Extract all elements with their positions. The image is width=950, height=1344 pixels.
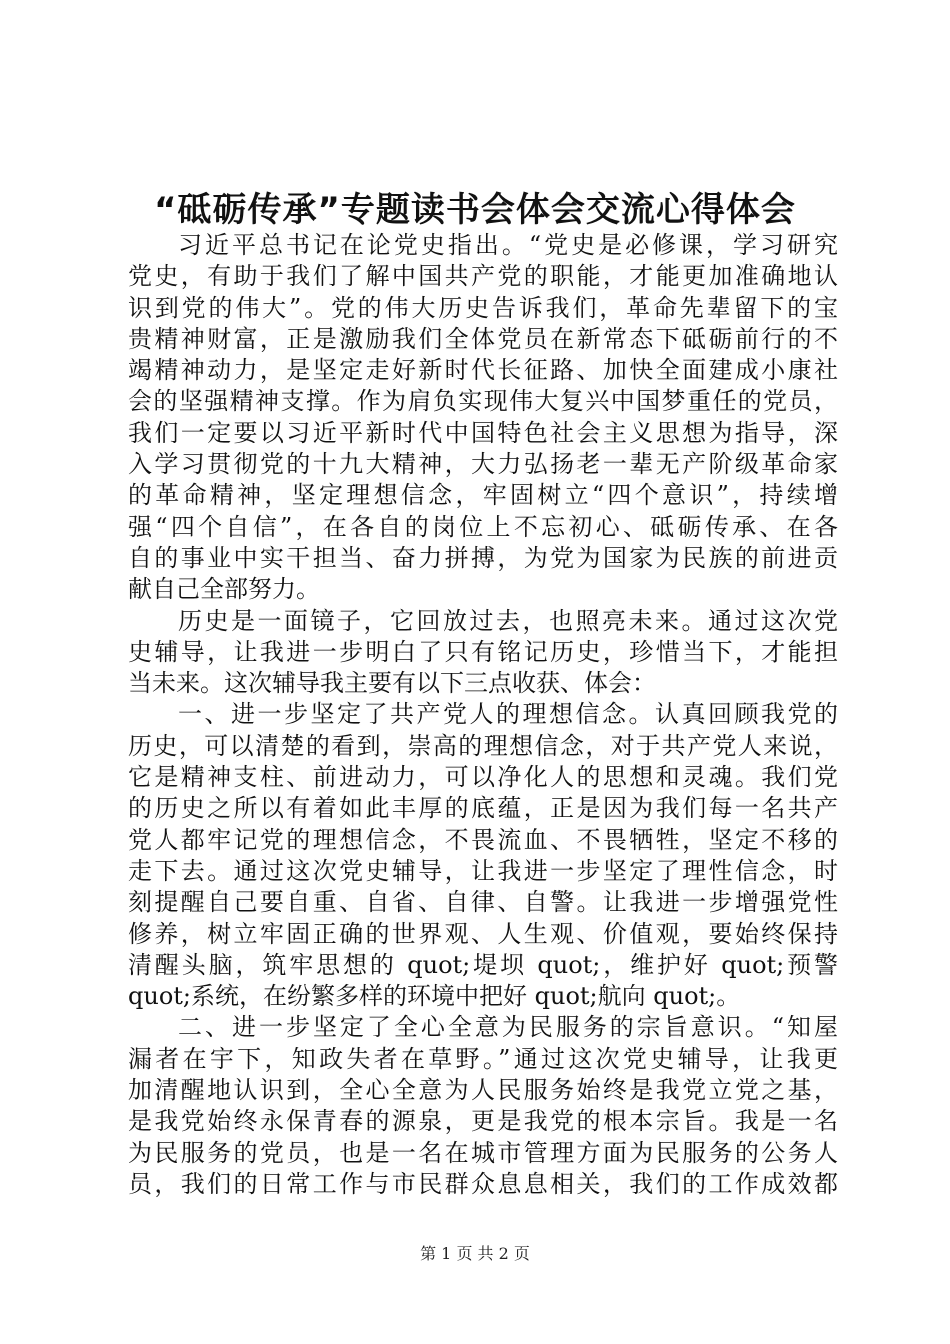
- document-body: [128, 230, 838, 1200]
- page-footer: 第 1 页 共 2 页: [420, 1244, 530, 1263]
- text-line: 员，我们的日常工作与市民群众息息相关，我们的工作成效都: [128, 1169, 838, 1198]
- text-line: 历史，可以清楚的看到，崇高的理想信念，对于共产党人来说，: [128, 731, 838, 760]
- text-line: 我们一定要以习近平新时代中国特色社会主义思想为指导，深: [128, 418, 838, 447]
- paragraph-3: [128, 699, 838, 1012]
- text-line: 会的坚强精神支撑。作为肩负实现伟大复兴中国梦重任的党员，: [128, 387, 838, 416]
- paragraph-2: [128, 606, 838, 700]
- text-line: quot;系统，在纷繁多样的环境中把好 quot;航向 quot;。: [128, 982, 741, 1011]
- text-line: 历史是一面镜子，它回放过去，也照亮未来。通过这次党: [178, 606, 838, 635]
- text-line: 当未来。这次辅导我主要有以下三点收获、体会：: [128, 669, 656, 698]
- document-title: “砥砺传承”专题读书会体会交流心得体会: [154, 190, 796, 230]
- text-line: 入学习贯彻党的十九大精神，大力弘扬老一辈无产阶级革命家: [128, 450, 838, 479]
- text-line: 的革命精神，坚定理想信念，牢固树立“四个意识”，持续增: [128, 481, 838, 510]
- text-line: 献自己全部努力。: [128, 575, 320, 604]
- text-line: 竭精神动力，是坚定走好新时代长征路、加快全面建成小康社: [128, 356, 838, 385]
- text-line: 二、进一步坚定了全心全意为民服务的宗旨意识。“知屋: [178, 1013, 838, 1042]
- text-line: 清醒头脑，筑牢思想的 quot;堤坝 quot;，维护好 quot;预警: [128, 950, 838, 979]
- paragraph-4: [128, 1012, 838, 1200]
- text-line: 为民服务的党员，也是一名在城市管理方面为民服务的公务人: [128, 1138, 838, 1167]
- text-line: 走下去。通过这次党史辅导，让我进一步坚定了理性信念，时: [128, 856, 838, 885]
- text-line: 识到党的伟大”。党的伟大历史告诉我们，革命先辈留下的宝: [128, 293, 838, 322]
- text-line: 是我党始终永保青春的源泉，更是我党的根本宗旨。我是一名: [128, 1107, 838, 1136]
- text-line: 刻提醒自己要自重、自省、自律、自警。让我进一步增强党性: [128, 888, 838, 917]
- text-line: 修养，树立牢固正确的世界观、人生观、价值观，要始终保持: [128, 919, 838, 948]
- text-line: 党人都牢记党的理想信念，不畏流血、不畏牺牲，坚定不移的: [128, 825, 838, 854]
- text-line: 的历史之所以有着如此丰厚的底蕴，正是因为我们每一名共产: [128, 794, 838, 823]
- text-line: 强“四个自信”，在各自的岗位上不忘初心、砥砺传承、在各: [128, 512, 838, 541]
- text-line: 漏者在宇下，知政失者在草野。”通过这次党史辅导，让我更: [128, 1044, 838, 1073]
- text-line: 它是精神支柱、前进动力，可以净化人的思想和灵魂。我们党: [128, 763, 838, 792]
- text-line: 自的事业中实干担当、奋力拼搏，为党为国家为民族的前进贡: [128, 543, 838, 572]
- text-line: 史辅导，让我进一步明白了只有铭记历史，珍惜当下，才能担: [128, 637, 838, 666]
- text-line: 一、进一步坚定了共产党人的理想信念。认真回顾我党的: [178, 700, 838, 729]
- text-line: 党史，有助于我们了解中国共产党的职能，才能更加准确地认: [128, 262, 838, 291]
- paragraph-1: [128, 230, 838, 606]
- text-line: 习近平总书记在论党史指出。“党史是必修课，学习研究: [178, 231, 838, 259]
- text-line: 加清醒地认识到，全心全意为人民服务始终是我党立党之基，: [128, 1076, 838, 1105]
- text-line: 贵精神财富，正是激励我们全体党员在新常态下砥砺前行的不: [128, 324, 838, 353]
